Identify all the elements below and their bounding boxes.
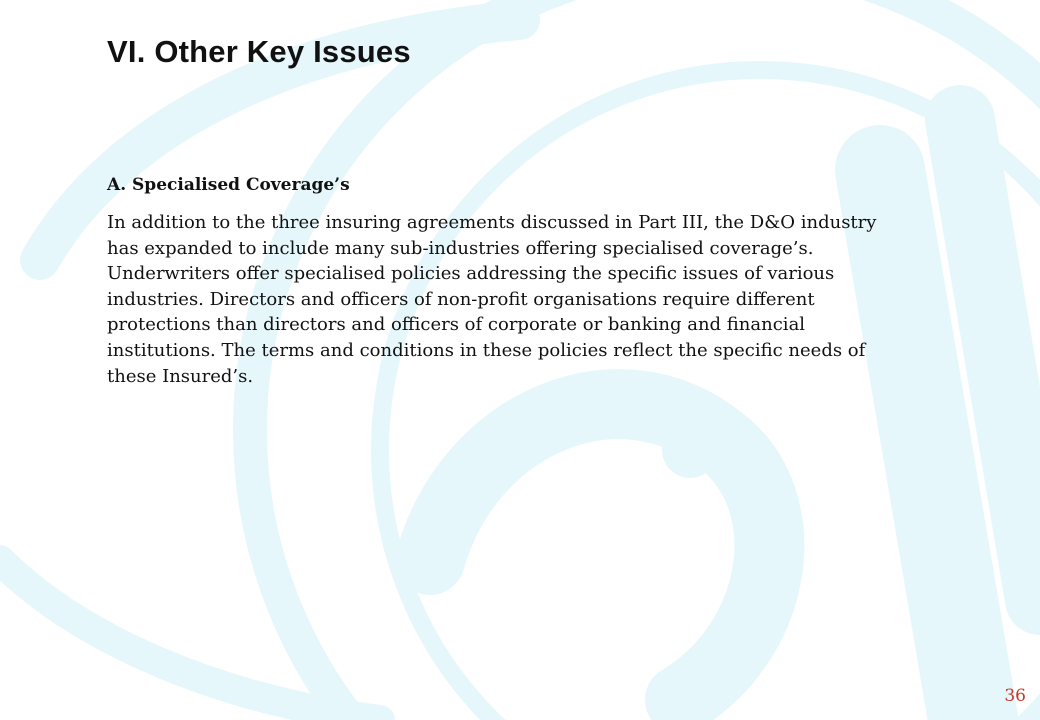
slide-title: VI. Other Key Issues <box>107 34 411 69</box>
section-heading: A. Specialised Coverage’s <box>107 175 350 195</box>
body-paragraph: In addition to the three insuring agreements discussed in Part III, the D&O industry has expanded to include many sub-industries offering specialised coverage’s. Underwriters offer specialised policies addressing the specific issues of various industries. Directors and officers of non-profit organisations require different protections than directors and officers of corporate or banking and financial institutions. The terms and conditions in these policies reflect the specific needs of these Insured’s. <box>107 212 877 387</box>
page-number: 36 <box>1004 686 1026 706</box>
